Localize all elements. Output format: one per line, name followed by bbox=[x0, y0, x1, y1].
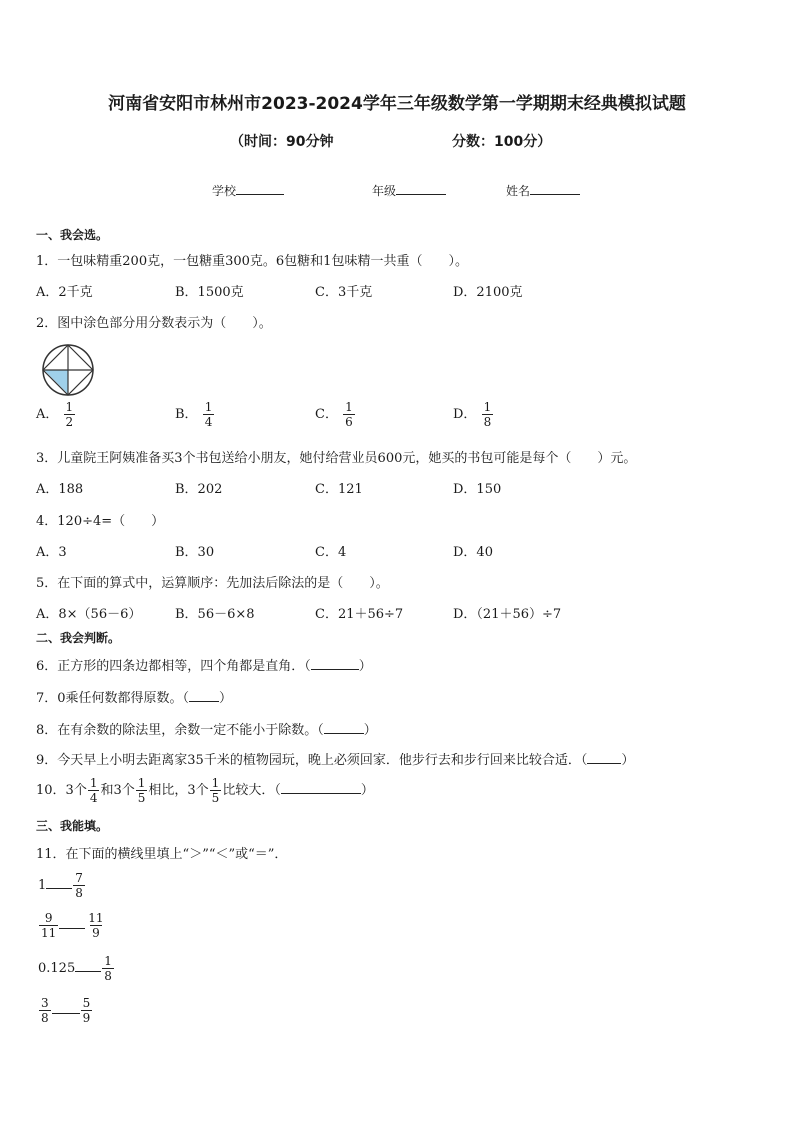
q2-option-c[interactable] bbox=[315, 400, 356, 429]
fraction: $\frac{1}{5}$ bbox=[211, 776, 220, 805]
fraction: $\frac{3}{8}$ bbox=[41, 996, 49, 1025]
answer-blank[interactable] bbox=[281, 781, 361, 794]
q1-option-d[interactable]: D．2100克 bbox=[453, 285, 523, 300]
fraction: $\frac{7}{8}$ bbox=[75, 871, 83, 900]
compare-row-4 bbox=[38, 996, 93, 1025]
compare-blank[interactable] bbox=[52, 1001, 80, 1014]
fraction: $\frac{1}{5}$ bbox=[137, 776, 146, 805]
question-9-stem: 9．今天早上小明去距离家35千米的植物园玩，晚上必须回家．他步行去和步行回来比较合适．（ bbox=[36, 753, 588, 768]
q2-option-c-label: C． bbox=[315, 407, 338, 422]
q4-option-a[interactable]: A．3 bbox=[36, 545, 67, 560]
name-blank[interactable] bbox=[530, 182, 580, 195]
q5-option-a[interactable]: A．8×（56－6） bbox=[36, 607, 142, 622]
question-7: 7．0乘任何数都得原数。（ ） bbox=[36, 691, 233, 706]
question-2-stem: 2．图中涂色部分用分数表示为（ ）。 bbox=[36, 316, 272, 331]
grade-label: 年级 bbox=[372, 184, 397, 198]
name-field[interactable] bbox=[506, 182, 580, 199]
question-9: 9．今天早上小明去距离家35千米的植物园玩，晚上必须回家．他步行去和步行回来比较合适．（ ） bbox=[36, 753, 635, 768]
name-label: 姓名 bbox=[506, 184, 531, 198]
question-1-stem: 1．一包味精重200克，一包糖重300克。6包糖和1包味精一共重（ ）。 bbox=[36, 254, 468, 269]
q5-option-d[interactable]: D．（21＋56）÷7 bbox=[453, 607, 562, 622]
q4-option-c[interactable]: C．4 bbox=[315, 545, 347, 560]
time-label: （时间：90分钟 bbox=[230, 134, 334, 150]
q4-option-d[interactable]: D．40 bbox=[453, 545, 493, 560]
fraction: $\frac{1}{4}$ bbox=[204, 400, 213, 429]
q2-option-d[interactable] bbox=[453, 400, 494, 429]
question-6-stem: 6．正方形的四条边都相等，四个角都是直角．（ bbox=[36, 659, 311, 674]
exam-title: 河南省安阳市林州市2023-2024学年三年级数学第一学期期末经典模拟试题 bbox=[108, 94, 686, 114]
q2-option-a-label: A． bbox=[36, 407, 59, 422]
grade-field[interactable] bbox=[372, 182, 446, 199]
school-blank[interactable] bbox=[236, 182, 284, 195]
question-5-stem: 5．在下面的算式中，运算顺序：先加法后除法的是（ ）。 bbox=[36, 576, 389, 591]
compare-blank[interactable] bbox=[59, 916, 85, 929]
fraction: $\frac{9}{11}$ bbox=[41, 911, 57, 940]
fraction: $\frac{1}{2}$ bbox=[65, 400, 74, 429]
fraction: $\frac{1}{6}$ bbox=[345, 400, 353, 429]
grade-blank[interactable] bbox=[396, 182, 446, 195]
q5-option-c[interactable]: C．21＋56÷7 bbox=[315, 607, 404, 622]
q1-option-c[interactable]: C．3千克 bbox=[315, 285, 373, 300]
compare-row-1: 1 $\frac{7}{8}$ bbox=[38, 871, 83, 900]
q2-option-a[interactable] bbox=[36, 400, 76, 429]
q2-option-b[interactable] bbox=[175, 400, 215, 429]
compare-row-2 bbox=[38, 911, 107, 940]
fraction: $\frac{5}{9}$ bbox=[82, 996, 91, 1025]
q2-option-d-label: D． bbox=[453, 407, 477, 422]
answer-blank[interactable] bbox=[324, 721, 364, 734]
school-label: 学校 bbox=[212, 184, 237, 198]
q2-option-b-label: B． bbox=[175, 407, 198, 422]
shaded-circle-figure bbox=[40, 342, 96, 398]
fraction: $\frac{1}{4}$ bbox=[89, 776, 98, 805]
answer-blank[interactable] bbox=[311, 657, 359, 670]
score-label: 分数：100分） bbox=[452, 134, 552, 150]
question-3-stem: 3．儿童院王阿姨准备买3个书包送给小朋友，她付给营业员600元，她买的书包可能是每个（ ）元。 bbox=[36, 451, 637, 466]
q3-option-d[interactable]: D．150 bbox=[453, 482, 502, 497]
fraction: $\frac{1}{8}$ bbox=[104, 954, 112, 983]
question-8: 8．在有余数的除法里，余数一定不能小于除数。（ ） bbox=[36, 723, 377, 738]
question-8-stem: 8．在有余数的除法里，余数一定不能小于除数。（ bbox=[36, 723, 324, 738]
question-11-stem: 11．在下面的横线里填上“＞”“＜”或“＝”． bbox=[36, 847, 288, 862]
section-heading-fill: 三、我能填。 bbox=[36, 819, 109, 833]
q5-option-b[interactable]: B．56－6×8 bbox=[175, 607, 255, 622]
q3-option-c[interactable]: C．121 bbox=[315, 482, 363, 497]
q3-option-a[interactable]: A．188 bbox=[36, 482, 84, 497]
shaded-region bbox=[44, 370, 68, 394]
compare-blank[interactable] bbox=[46, 876, 72, 889]
question-7-stem: 7．0乘任何数都得原数。（ bbox=[36, 691, 190, 706]
question-4-stem: 4．120÷4=（ ） bbox=[36, 514, 165, 529]
section-heading-judge: 二、我会判断。 bbox=[36, 631, 121, 645]
question-10: 10．3个 $\frac{1}{4}$ 和3个 $\frac{1}{5}$ 相比，3个 $\frac{1}{5}$ 比较大．（ ） bbox=[36, 776, 374, 805]
q1-option-b[interactable]: B．1500克 bbox=[175, 285, 244, 300]
section-heading-choice: 一、我会选。 bbox=[36, 228, 109, 242]
q4-option-b[interactable]: B．30 bbox=[175, 545, 215, 560]
fraction: $\frac{11}{9}$ bbox=[88, 911, 104, 940]
compare-blank[interactable] bbox=[75, 959, 101, 972]
question-6: 6．正方形的四条边都相等，四个角都是直角．（ ） bbox=[36, 659, 372, 674]
fraction: $\frac{1}{8}$ bbox=[483, 400, 492, 429]
compare-row-3: 0.125 $\frac{1}{8}$ bbox=[38, 954, 112, 983]
q1-option-a[interactable]: A．2千克 bbox=[36, 285, 93, 300]
answer-blank[interactable] bbox=[587, 751, 621, 764]
q3-option-b[interactable]: B．202 bbox=[175, 482, 223, 497]
answer-blank[interactable] bbox=[189, 689, 219, 702]
school-field[interactable] bbox=[212, 182, 284, 199]
